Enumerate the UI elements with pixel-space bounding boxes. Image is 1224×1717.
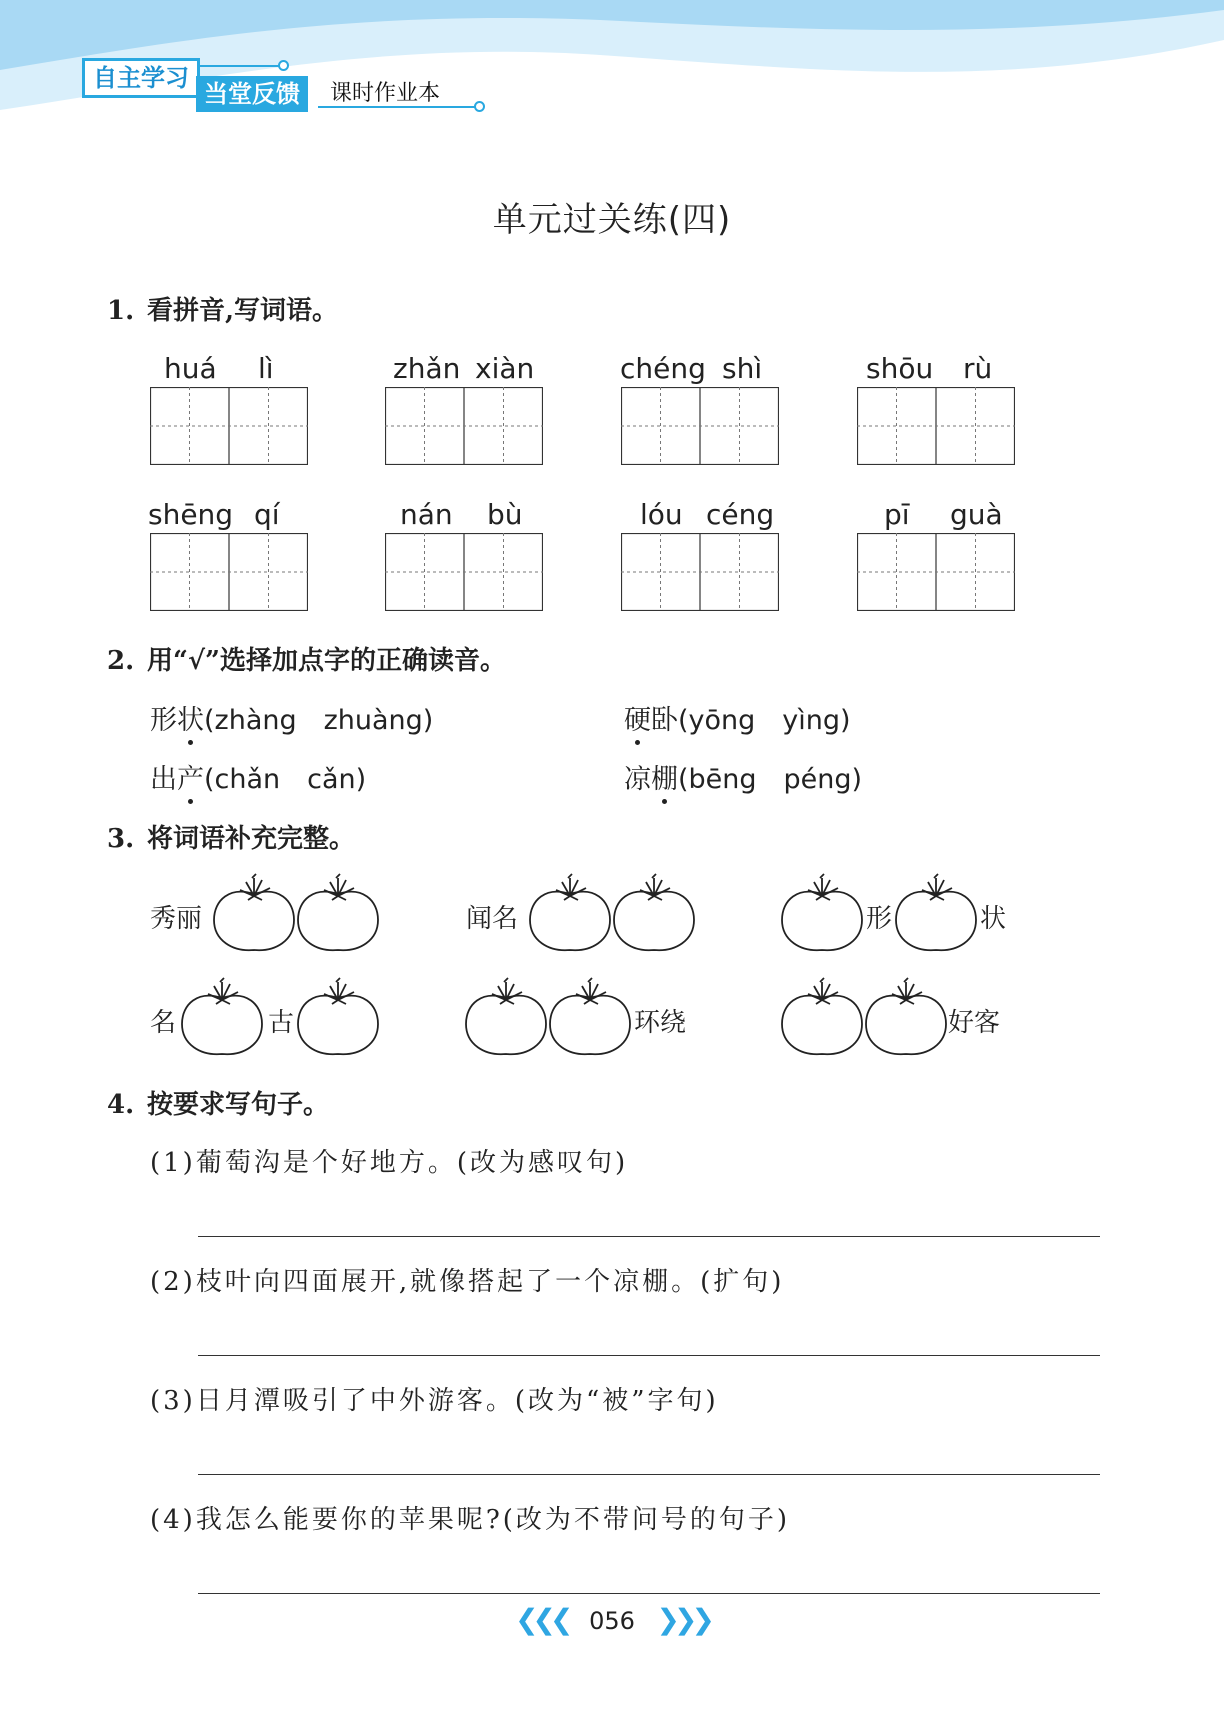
question-4 — [107, 1084, 329, 1121]
tomato-blank[interactable] — [862, 976, 950, 1056]
tianzige-box[interactable] — [385, 387, 543, 465]
question-number: 4. — [107, 1090, 135, 1120]
pinyin-options: (zhàng zhuàng) — [204, 705, 434, 736]
idiom-word: 好客 — [948, 1008, 1001, 1038]
tomato-blank[interactable] — [892, 872, 980, 952]
idiom-word: 状 — [980, 904, 1007, 934]
word-char: 形 — [150, 705, 177, 736]
pinyin-options: (chǎn cǎn) — [204, 764, 367, 795]
tomato-blank[interactable] — [210, 872, 298, 952]
question-text: 用“√”选择加点字的正确读音。 — [147, 646, 506, 676]
word-char: 卧 — [651, 705, 678, 736]
question-2 — [107, 640, 506, 677]
pinyin-options: (bēng péng) — [678, 764, 863, 795]
pronunciation-item[interactable] — [150, 757, 366, 796]
question-number: 2. — [107, 646, 135, 676]
pinyin-8b: guà — [950, 498, 1003, 531]
question-number: 3. — [107, 824, 135, 854]
header-line-1 — [200, 65, 280, 67]
pinyin-7a: lóu — [640, 498, 683, 531]
chevron-right-icon: ❯❯❯ — [656, 1603, 709, 1636]
question-1 — [107, 290, 338, 327]
idiom-word: 闻名 — [466, 904, 519, 934]
self-study-tag: 自主学习 — [82, 58, 200, 98]
pinyin-4a: shōu — [866, 352, 934, 385]
tomato-blank[interactable] — [294, 976, 382, 1056]
idiom-word: 名 — [150, 1008, 177, 1038]
pinyin-5b: qí — [254, 498, 280, 531]
pinyin-3b: shì — [722, 352, 763, 385]
tianzige-box[interactable] — [150, 387, 308, 465]
answer-line[interactable] — [198, 1474, 1100, 1475]
workbook-tag: 课时作业本 — [330, 81, 441, 106]
tomato-blank[interactable] — [610, 872, 698, 952]
question-text: 看拼音,写词语。 — [147, 296, 339, 326]
dotted-char: 产 — [177, 757, 204, 796]
idiom-word: 形 — [866, 904, 893, 934]
pinyin-4b: rù — [963, 352, 993, 385]
pinyin-8a: pī — [884, 498, 910, 531]
tomato-blank[interactable] — [778, 976, 866, 1056]
sentence-prompt: (3)日月潭吸引了中外游客。(改为“被”字句) — [150, 1386, 719, 1416]
sentence-prompt: (2)枝叶向四面展开,就像搭起了一个凉棚。(扩句) — [150, 1267, 785, 1297]
pinyin-1a: huá — [164, 352, 217, 385]
tomato-blank[interactable] — [294, 872, 382, 952]
tomato-blank[interactable] — [178, 976, 266, 1056]
header-line-2 — [318, 106, 476, 108]
answer-line[interactable] — [198, 1355, 1100, 1356]
idiom-word: 环绕 — [634, 1008, 687, 1038]
tomato-blank[interactable] — [546, 976, 634, 1056]
tianzige-box[interactable] — [621, 387, 779, 465]
pinyin-1b: lì — [258, 352, 274, 385]
tianzige-box[interactable] — [857, 387, 1015, 465]
answer-line[interactable] — [198, 1236, 1100, 1237]
question-text: 按要求写句子。 — [147, 1090, 330, 1120]
pinyin-3a: chéng — [620, 352, 706, 385]
question-text: 将词语补充完整。 — [147, 824, 356, 854]
class-feedback-tag: 当堂反馈 — [196, 76, 308, 112]
pinyin-7b: céng — [706, 498, 775, 531]
pinyin-options: (yōng yìng) — [678, 705, 851, 736]
tomato-blank[interactable] — [526, 872, 614, 952]
question-3 — [107, 818, 355, 855]
sentence-prompt: (4)我怎么能要你的苹果呢?(改为不带问号的句子) — [150, 1505, 791, 1535]
pinyin-2b: xiàn — [475, 352, 535, 385]
page-number-footer — [0, 1603, 1224, 1636]
pinyin-5a: shēng — [148, 498, 234, 531]
tianzige-box[interactable] — [621, 533, 779, 611]
pinyin-6a: nán — [400, 498, 453, 531]
word-char: 凉 — [624, 764, 651, 795]
idiom-word: 古 — [268, 1008, 295, 1038]
tianzige-box[interactable] — [150, 533, 308, 611]
pronunciation-item[interactable] — [624, 698, 851, 737]
pinyin-6b: bù — [487, 498, 523, 531]
dotted-char: 状 — [177, 698, 204, 737]
tomato-blank[interactable] — [778, 872, 866, 952]
pinyin-2a: zhǎn — [393, 352, 461, 385]
tomato-blank[interactable] — [462, 976, 550, 1056]
question-number: 1. — [107, 296, 135, 326]
header-dot-1 — [278, 60, 289, 71]
dotted-char: 棚 — [651, 757, 678, 796]
answer-line[interactable] — [198, 1593, 1100, 1594]
page-number: 056 — [589, 1607, 635, 1635]
dotted-char: 硬 — [624, 698, 651, 737]
tianzige-box[interactable] — [385, 533, 543, 611]
pronunciation-item[interactable] — [624, 757, 862, 796]
pronunciation-item[interactable] — [150, 698, 433, 737]
page-title: 单元过关练(四) — [492, 200, 732, 240]
chevron-left-icon: ❮❮❮ — [515, 1603, 568, 1636]
idiom-word: 秀丽 — [150, 904, 203, 934]
header-dot-2 — [474, 101, 485, 112]
word-char: 出 — [150, 764, 177, 795]
tianzige-box[interactable] — [857, 533, 1015, 611]
sentence-prompt: (1)葡萄沟是个好地方。(改为感叹句) — [150, 1148, 629, 1178]
